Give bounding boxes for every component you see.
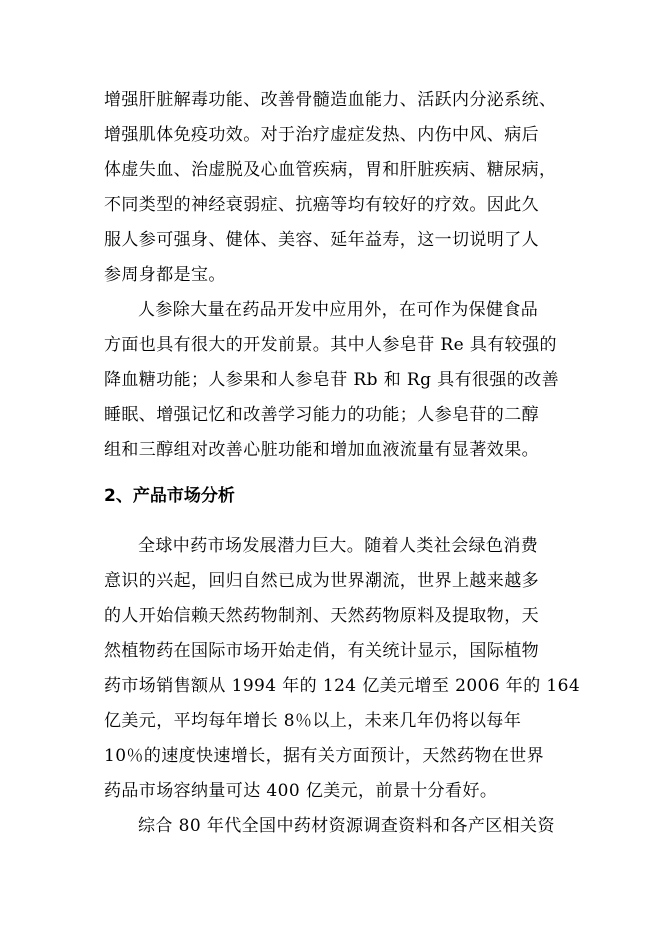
text-line: 增强肌体免疫功效。对于治疗虚症发热、内伤中风、病后 — [104, 125, 539, 145]
text-line: 全球中药市场发展潜力巨大。随着人类社会绿色消费 — [138, 536, 539, 556]
text-line: 体虚失血、治虚脱及心血管疾病，胃和肝脏疾病、糖尿病， — [104, 160, 557, 180]
text-line: 不同类型的神经衰弱症、抗癌等均有较好的疗效。因此久 — [104, 195, 539, 215]
text-line: 药市场销售额从 1994 年的 124 亿美元增至 2006 年的 164 — [104, 676, 581, 696]
text-line: 综合 80 年代全国中药材资源调查资料和各产区相关资 — [138, 816, 555, 836]
text-line: 意识的兴起，回归自然已成为世界潮流，世界上越来越多 — [104, 571, 539, 591]
text-line: 亿美元，平均每年增长 8％以上，未来几年仍将以每年 — [104, 711, 522, 731]
text-line: 组和三醇组对改善心脏功能和增加血液流量有显著效果。 — [104, 440, 539, 460]
text-line: 睡眠、增强记忆和改善学习能力的功能；人参皂苷的二醇 — [104, 405, 539, 425]
text-line: 药品市场容纳量可达 400 亿美元，前景十分看好。 — [104, 781, 498, 801]
text-line: 10％的速度快速增长，据有关方面预计，天然药物在世界 — [104, 746, 545, 766]
text-line: 服人参可强身、健体、美容、延年益寿，这一切说明了人 — [104, 230, 539, 250]
section-heading: 2、产品市场分析 — [104, 486, 235, 506]
text-line: 然植物药在国际市场开始走俏，有关统计显示，国际植物 — [104, 641, 539, 661]
text-line: 降血糖功能；人参果和人参皂苷 Rb 和 Rg 具有很强的改善 — [104, 370, 559, 390]
text-line: 方面也具有很大的开发前景。其中人参皂苷 Re 具有较强的 — [104, 335, 557, 355]
text-line: 参周身都是宝。 — [104, 265, 226, 285]
text-line: 增强肝脏解毒功能、改善骨髓造血能力、活跃内分泌系统、 — [104, 90, 557, 110]
text-line: 人参除大量在药品开发中应用外，在可作为保健食品 — [138, 300, 539, 320]
text-line: 的人开始信赖天然药物制剂、天然药物原料及提取物，天 — [104, 606, 539, 626]
